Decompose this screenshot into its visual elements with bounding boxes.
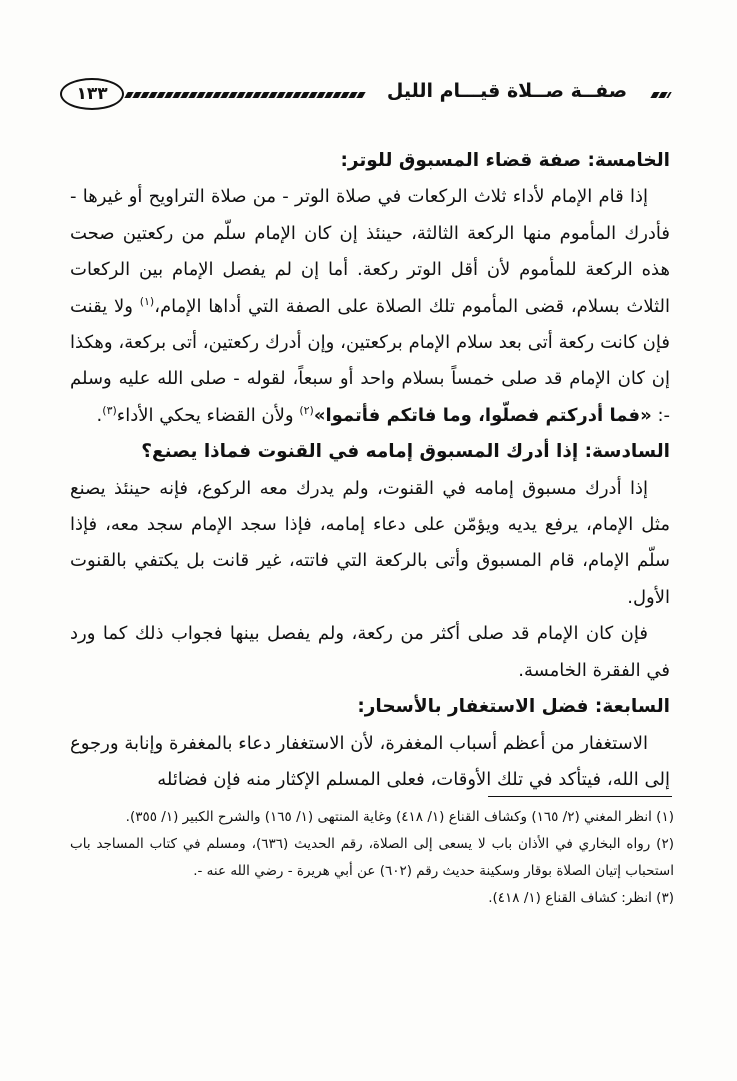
header-ornament-left (124, 92, 365, 98)
page-number: ١٣٣ (60, 78, 124, 110)
running-title: صفــة صــلاة قيـــام الليل (386, 80, 628, 102)
section-heading-seventh: السابعة: فضل الاستغفار بالأسحار: (357, 696, 670, 718)
paragraph-sixth: إذا أدرك مسبوق إمامه في القنوت، ولم يدرك معه الركوع، فإنه حينئذ يصنع مثل الإمام، يرفع يديه ويؤمّن على دعاء إمامه، فإذا سجد الإمام سجد معه، فإذا سلّم الإمام، قام المسبوق وأتى بالركعة التي فاتته، غير قانت بل يكتفي بالقنوت الأول. (70, 477, 670, 608)
section-heading-fifth: الخامسة: صفة قضاء المسبوق للوتر: (340, 150, 670, 171)
footnote-ref-2: (٢) (299, 403, 314, 417)
header-ornament-right (650, 92, 671, 98)
paragraph-seventh: الاستغفار من أعظم أسباب المغفرة، لأن الاستغفار دعاء بالمغفرة وإنابة ورجوع إلى الله، فيتأكد في تلك الأوقات، فعلى المسلم الإكثار منه فإن فضائله (70, 732, 670, 790)
text-segment: ولا يقنت فإن كانت ركعة أتى بعد سلام الإمام بركعتين، وإن أدرك ركعتين، أتى بركعة، وهكذا إن كان الإمام قد صلى خمساً بسلام واحد أو سبعاً، لقوله - صلى الله عليه وسلم -: (70, 295, 670, 426)
section-heading-sixth: السادسة: إذا أدرك المسبوق إمامه في القنوت فماذا يصنع؟ (141, 441, 670, 463)
text-segment: إذا قام الإمام لأداء ثلاث الركعات في صلاة الوتر - من صلاة التراويح أو غيرها - فأدرك المأموم منها الركعة الثالثة، حينئذ إن كان الإمام سلّم من ركعتين صحت هذه الركعة للمأموم لأن أقل الوتر ركعة. أما إن لم يفصل الإمام بين الركعات الثلاث بسلام، قضى المأموم تلك الصلاة على الصفة التي أداها الإمام، (70, 186, 670, 317)
footnotes (70, 804, 674, 912)
footnote-2: (٢) رواه البخاري في الأذان باب لا يسعى إلى الصلاة، رقم الحديث (٦٣٦)، ومسلم في كتاب المساجد باب استحباب إتيان الصلاة بوقار وسكينة حديث رقم (٦٠٢) عن أبي هريرة - رضي الله عنه -. (70, 836, 674, 879)
footnote-divider (488, 796, 672, 797)
footnote-ref-1: (١) (139, 294, 155, 308)
text-segment: . (96, 404, 103, 426)
paragraph-fifth (70, 179, 670, 434)
footnote-3: (٣) انظر: كشاف القناع (١/ ٤١٨). (488, 890, 674, 906)
footnote-1: (١) انظر المغني (٢/ ١٦٥) وكشاف القناع (١/ ٤١٨) وغاية المنتهى (١/ ١٦٥) والشرح الكبير (١/ ٣٥٥). (125, 809, 674, 825)
main-text (70, 143, 670, 798)
text-segment: ولأن القضاء يحكي الأداء (116, 404, 300, 426)
footnote-ref-3: (٣) (102, 403, 117, 417)
page-header (60, 76, 672, 112)
paragraph-sixth-cont: فإن كان الإمام قد صلى أكثر من ركعة، ولم يفصل بينها فجواب ذلك كما ورد في الفقرة الخامسة. (70, 623, 670, 681)
hadith-quote: «فما أدركتم فصلّوا، وما فاتكم فأتموا» (313, 404, 652, 426)
